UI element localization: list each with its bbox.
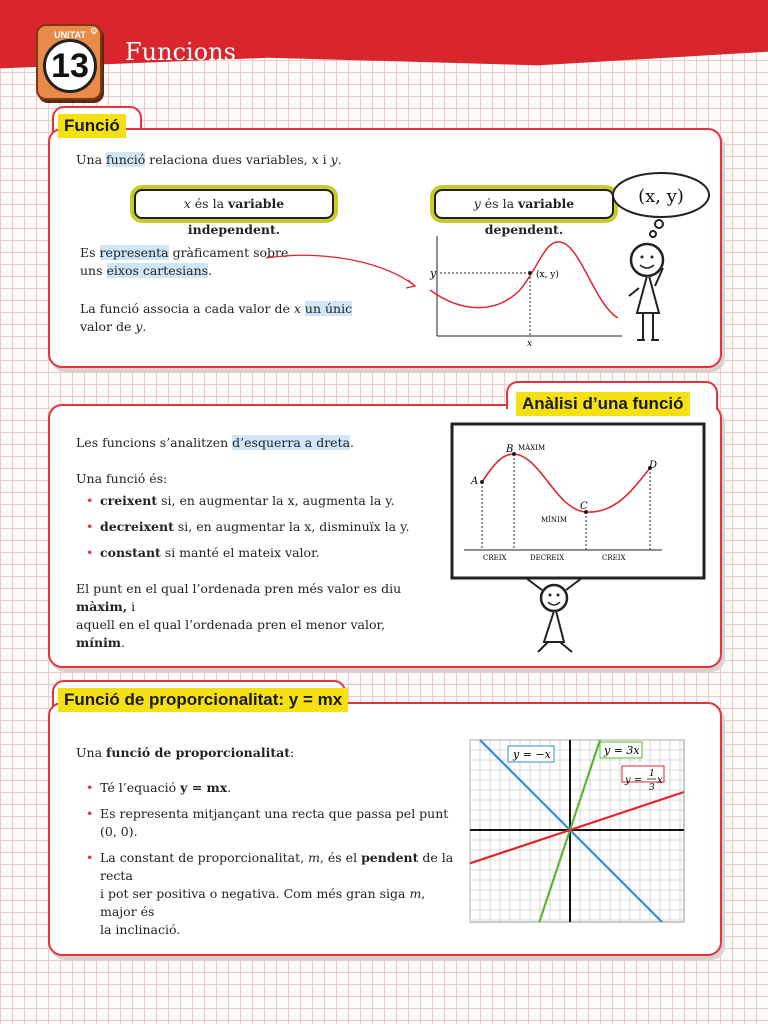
associate-text: La funció associa a cada valor de x un únic valor de y. [80,301,353,334]
label-third-y: y = [625,775,643,786]
label-creix-1: CREIX [483,554,507,562]
label-creix-2: CREIX [602,554,626,562]
label-third-n: 1 [649,769,655,779]
prop-list [86,779,456,947]
unit-number: 13 [51,47,89,85]
graph-y-label: y [430,267,437,280]
analysis-intro: Les funcions s’analitzen d’esquerra a dreta. [76,435,355,450]
kid-head [541,585,567,611]
unit-badge [36,24,102,100]
thought-text: (x, y) [638,186,684,207]
analysis-board [446,420,708,660]
label-steep: y = 3x [604,744,640,757]
intro-text: Una funció relaciona dues variables, x i y. [76,152,342,167]
page-title: Funcions [125,38,236,66]
header-band [0,0,768,76]
point-a: A [471,476,479,487]
function-graph [260,230,660,350]
label-third-x: x [657,775,663,786]
function-curve [430,242,618,318]
label-min: MÍNIM [541,516,567,524]
analysis-list [86,492,409,570]
list-item: • Té l’equació y = mx. [86,779,456,797]
list-item: • decreixent si, en augmentar la x, disminuïx la y. [86,518,409,536]
proportionality-graph [470,740,684,922]
section-heading: Funció [58,114,126,138]
gear-icon: ⚙ [89,27,98,37]
point-b: B [506,444,514,455]
pill-dependent: y és la variable dependent. [434,189,614,219]
label-neg: y = −x [513,748,551,761]
graph-x-label: x [527,339,533,349]
list-item: • creixent si, en augmentar la x, augmenta la y. [86,492,409,510]
section-heading: Funció de proporcionalitat: y = mx [58,688,348,712]
analysis-is: Una funció és: [76,471,168,486]
analysis-outro: El punt en el qual l’ordenada pren més valor es diu màxim, i aquell en el qual l’ordenada pren el menor valor, mínim. [76,581,402,650]
unit-word: UNITAT [54,30,86,40]
kid-head [631,244,663,276]
list-item: • Es representa mitjançant una recta que passa pel punt (0, 0). [86,805,456,841]
label-max: MÀXIM [518,444,546,452]
list-item: • constant si manté el mateix valor. [86,544,409,562]
pill-independent: x és la variable independent. [134,189,334,219]
thinking-kid [615,168,715,348]
label-third-d: 3 [649,783,655,793]
point-c: C [580,501,588,512]
label-decreix: DECREIX [530,554,565,562]
list-item: • La constant de proporcionalitat, m, és el pendent de la recta i pot ser positiva o negativa. Com més gran siga m, major és la inclinació. [86,849,456,939]
point-d: D [649,460,658,471]
graph-point-label: (x, y) [536,270,559,280]
pointer-arrow [266,255,414,285]
represent-text: Es representa gràficament sobre uns eixos cartesians. [80,245,289,278]
section-heading: Anàlisi d’una funció [516,392,690,416]
prop-intro: Una funció de proporcionalitat: [76,745,295,760]
point-marker [528,271,532,275]
